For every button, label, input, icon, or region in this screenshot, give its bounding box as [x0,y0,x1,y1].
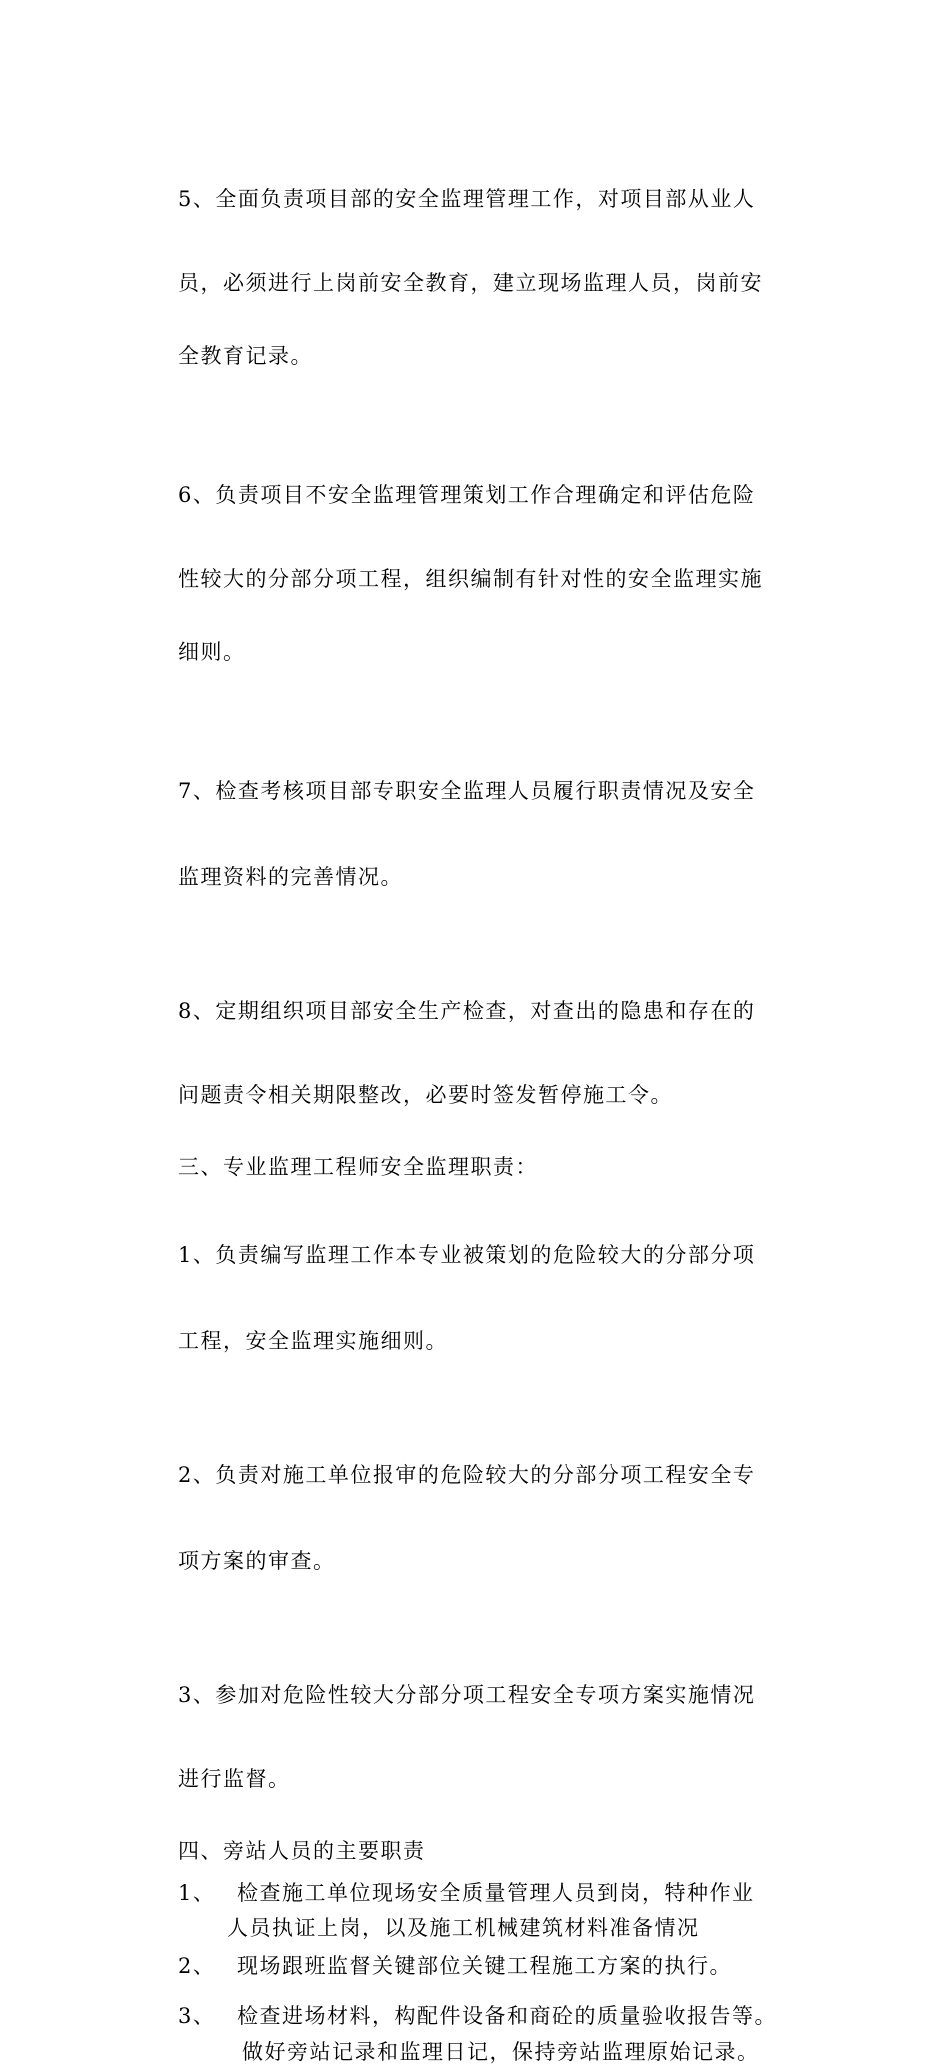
text-line: 工程，安全监理实施细则。 [178,1329,448,1353]
text-line: 5、全面负责项目部的安全监理管理工作，对项目部从业人 [178,187,756,211]
text-line: 全教育记录。 [178,344,313,368]
paragraph-item-7 [178,724,808,944]
text-line: 进行监督。 [178,1767,291,1791]
section-heading-4: 四、旁站人员的主要职责 [178,1839,426,1863]
section3-item-2 [178,1408,808,1628]
section4-item-2 [178,1948,808,1984]
text-line: 2、负责对施工单位报审的危险较大的分部分项工程安全专 [178,1463,756,1487]
section4-item-1 [178,1878,808,1948]
text-line: 3、参加对危险性较大分部分项工程安全专项方案实施情况 [178,1683,756,1707]
text-line: 7、检查考核项目部专职安全监理人员履行职责情况及安全 [178,779,756,803]
section4-item-3 [178,1998,808,2070]
text-line: 8、定期组织项目部安全生产检查，对查出的隐患和存在的 [178,999,756,1023]
item-number: 3、 [178,2004,216,2028]
text-line: 员，必须进行上岗前安全教育，建立现场监理人员，岗前安 [178,271,763,295]
paragraph-item-8 [178,944,808,1160]
text-line: 检查施工单位现场安全质量管理人员到岗，特种作业 [237,1881,755,1905]
text-line: 6、负责项目不安全监理管理策划工作合理确定和评估危险 [178,483,756,507]
text-line: 问题责令相关期限整改，必要时签发暂停施工令。 [178,1083,673,1107]
text-line: 项方案的审查。 [178,1549,336,1573]
text-line: 人员执证上岗，以及施工机械建筑材料准备情况 [227,1916,700,1940]
item-number: 2、 [178,1954,216,1978]
text-line: 现场跟班监督关键部位关键工程施工方案的执行。 [237,1954,732,1978]
section-heading-3: 三、专业监理工程师安全监理职责： [178,1155,538,1179]
paragraph-item-6 [178,428,808,712]
document-body [178,132,808,2070]
text-line: 性较大的分部分项工程，组织编制有针对性的安全监理实施 [178,567,763,591]
text-line: 检查进场材料，构配件设备和商砼的质量验收报告等。 [237,2004,777,2028]
text-line: 做好旁站记录和监理日记，保持旁站监理原始记录。 [242,2040,760,2064]
paragraph-item-5 [178,132,808,416]
item-number: 1、 [178,1881,216,1905]
text-line: 细则。 [178,640,246,664]
text-line: 监理资料的完善情况。 [178,865,403,889]
section3-item-1 [178,1188,808,1408]
section3-item-3 [178,1628,808,1844]
text-line: 1、负责编写监理工作本专业被策划的危险较大的分部分项 [178,1243,756,1267]
